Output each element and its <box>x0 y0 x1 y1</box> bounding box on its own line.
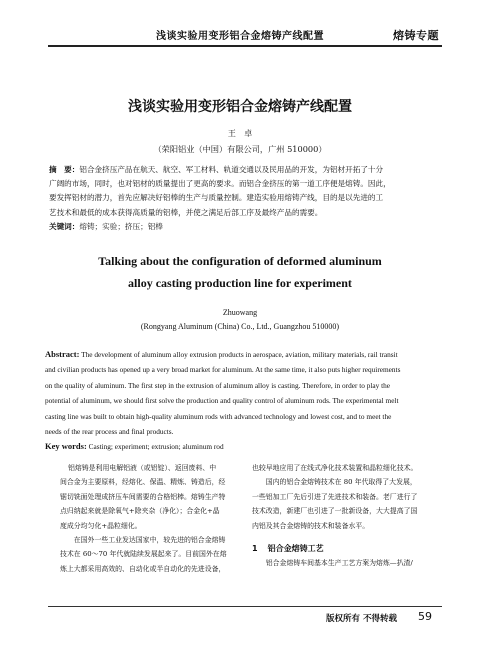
body-left-column <box>60 461 240 576</box>
section-heading <box>252 542 442 556</box>
running-title: 浅谈实验用变形铝合金熔铸产线配置 <box>156 31 324 42</box>
footer-rule <box>48 606 442 607</box>
footer-rights: 版权所有 不得转载 <box>326 614 397 624</box>
abstract-en <box>45 347 445 455</box>
author-cn: 王 卓 <box>227 128 253 138</box>
abstract-cn-line: 广阔的市场，同时，也对铝材的质量提出了更高的要求。而铝合金挤压的第一道工序便是熔铸。因此， <box>49 179 391 189</box>
body-line: 炼上大都采用高效的、自动化或半自动化的先进设备， <box>60 564 226 573</box>
page-title: 浅谈实验用变形铝合金熔铸产线配置 <box>128 99 352 115</box>
body-line: 技术在 60～70 年代就陆续发展起来了。目前国外在熔 <box>60 550 227 559</box>
body-line: 点归纳起来就是除氧气+除夹杂（净化）；合金化+晶 <box>60 507 220 516</box>
body-line: 铝合金熔铸车间基本生产工艺方案为熔炼—扒渣/ <box>252 559 413 568</box>
abstract-en-line: on the quality of aluminum. The first step in the extrusion of aluminum alloy is casting. Therefore, in order to play the <box>45 380 391 390</box>
section-title: 铝合金熔铸工艺 <box>267 544 324 554</box>
body-line: 技术改造，新建厂也引进了一批新设备，大大提高了国 <box>252 507 418 516</box>
author-en: Zhuowang <box>222 308 258 317</box>
abstract-en-line: and civilian products has opened up a very broad market for aluminum. At the same time, it also puts higher requirements <box>45 365 401 375</box>
affiliation-en: (Rongyang Aluminum (China) Co., Ltd., Guangzhou 510000) <box>140 322 340 331</box>
abstract-cn <box>49 163 443 234</box>
keywords-cn: 熔铸；实验；挤压；铝棒 <box>79 221 163 231</box>
body-line: 度成分均匀化+晶粒细化。 <box>60 521 142 530</box>
body-line: 国内的铝合金熔铸技术在 80 年代取得了大发展， <box>252 478 417 487</box>
abstract-en-label: Abstract: <box>45 349 80 359</box>
section-number: 1 <box>252 544 258 554</box>
abstract-en-line: needs of the rear process and final products. <box>45 427 174 437</box>
body-line: 铝熔铸是利用电解铝液（或铝锭）、返回废料、中 <box>68 464 217 472</box>
body-line: 间合金为主要原料，经熔化、保温、精炼、铸造后，经 <box>60 478 226 487</box>
body-line: 内铝及其合金熔铸的技术和装备水平。 <box>252 521 370 530</box>
abstract-cn-label: 摘 要： <box>49 165 80 174</box>
body-line: 一些铝加工厂先后引进了先进技术和装备。老厂进行了 <box>252 492 418 501</box>
abstract-en-line: potential of aluminum, we should first solve the production and quality control of aluminum rods. The experimental melt <box>45 396 399 406</box>
page-number: 59 <box>418 610 432 623</box>
abstract-cn-line: 艺技术和最低的成本获得高质量的铝棒，并使之满足后部工序及最终产品的需要。 <box>49 207 323 217</box>
title-en-line2: alloy casting production line for experiment <box>128 276 352 290</box>
abstract-en-line: casting line was built to obtain high-quality aluminum rods with advanced technology and lowest cost, and to meet the <box>45 411 392 421</box>
abstract-cn-line: 铝合金挤压产品在航天、航空、军工材料、轨道交通以及民用品的开发，为铝材开拓了十分 <box>79 165 384 174</box>
abstract-en-line: The development of aluminum alloy extrusion products in aerospace, aviation, military materials, rail transit <box>81 350 398 359</box>
header-rule <box>48 45 442 47</box>
keywords-cn-label: 关键词： <box>49 221 80 231</box>
keywords-en: Casting; experiment; extrusion; aluminum rod <box>88 442 224 452</box>
title-en-line1: Talking about the configuration of deformed aluminum <box>98 254 382 268</box>
body-line: 锯切铣面处理成挤压车间需要的合格铝棒。熔铸生产特 <box>60 492 226 501</box>
body-right-column <box>252 461 442 571</box>
section-label: 熔铸专题 <box>393 29 439 42</box>
affiliation-cn: （荣阳铝业（中国）有限公司，广州 510000） <box>153 144 327 154</box>
body-line: 也较早地应用了在线式净化技术装置和晶粒细化技术。 <box>252 464 418 472</box>
keywords-en-label: Key words: <box>45 441 87 452</box>
body-line: 在国外一些工业发达国家中，较先进的铝合金熔铸 <box>60 536 226 545</box>
abstract-cn-line: 要发挥铝材的潜力，首先应解决好铝棒的生产与质量控制。建造实验用熔铸产线，目的是以先进的工 <box>49 193 384 203</box>
